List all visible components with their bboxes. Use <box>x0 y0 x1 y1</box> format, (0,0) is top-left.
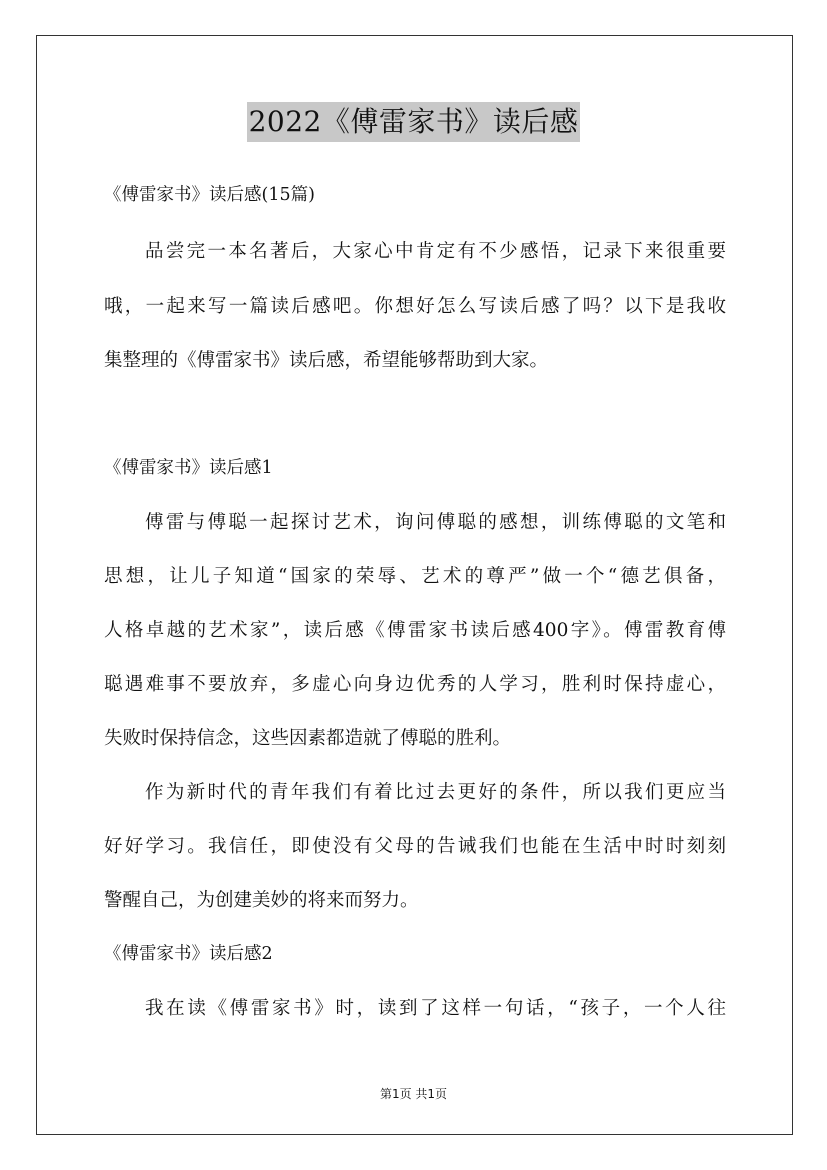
s1-p2-line-1: 作为新时代的青年我们有着比过去更好的条件，所以我们更应当 <box>145 782 726 803</box>
intro-line-3: 集整理的《傅雷家书》读后感，希望能够帮助到大家。 <box>104 350 549 371</box>
s1-p1-line-5: 失败时保持信念，这些因素都造就了傅聪的胜利。 <box>104 728 512 749</box>
s1-p1-line-1: 傅雷与傅聪一起探讨艺术，询问傅聪的感想，训练傅聪的文笔和 <box>145 512 726 533</box>
section1-heading: 《傅雷家书》读后感1 <box>104 458 273 478</box>
s2-p1-line-1: 我在读《傅雷家书》时，读到了这样一句话，“孩子，一个人往 <box>145 998 726 1019</box>
s1-p1-line-2: 思想，让儿子知道“国家的荣辱、艺术的尊严”做一个“德艺俱备， <box>104 566 726 587</box>
s1-p2-line-2: 好好学习。我信任，即使没有父母的告诫我们也能在生活中时时刻刻 <box>104 836 726 857</box>
document-subtitle: 《傅雷家书》读后感(15篇) <box>104 185 315 205</box>
s1-p1-line-4: 聪遇难事不要放弃，多虚心向身边优秀的人学习，胜利时保持虚心， <box>104 674 726 695</box>
s1-p1-line-3: 人格卓越的艺术家”，读后感《傅雷家书读后感400字》。傅雷教育傅 <box>104 620 726 641</box>
section2-heading: 《傅雷家书》读后感2 <box>104 944 273 964</box>
document-title-text: 2022《傅雷家书》读后感 <box>247 102 581 142</box>
s1-p2-line-3: 警醒自己，为创建美妙的将来而努力。 <box>104 890 419 911</box>
document-title <box>0 102 827 142</box>
intro-line-1: 品尝完一本名著后，大家心中肯定有不少感悟，记录下来很重要 <box>145 241 726 262</box>
page-footer: 第1页 共1页 <box>379 1087 448 1101</box>
intro-line-2: 哦，一起来写一篇读后感吧。你想好怎么写读后感了吗？以下是我收 <box>104 296 726 317</box>
